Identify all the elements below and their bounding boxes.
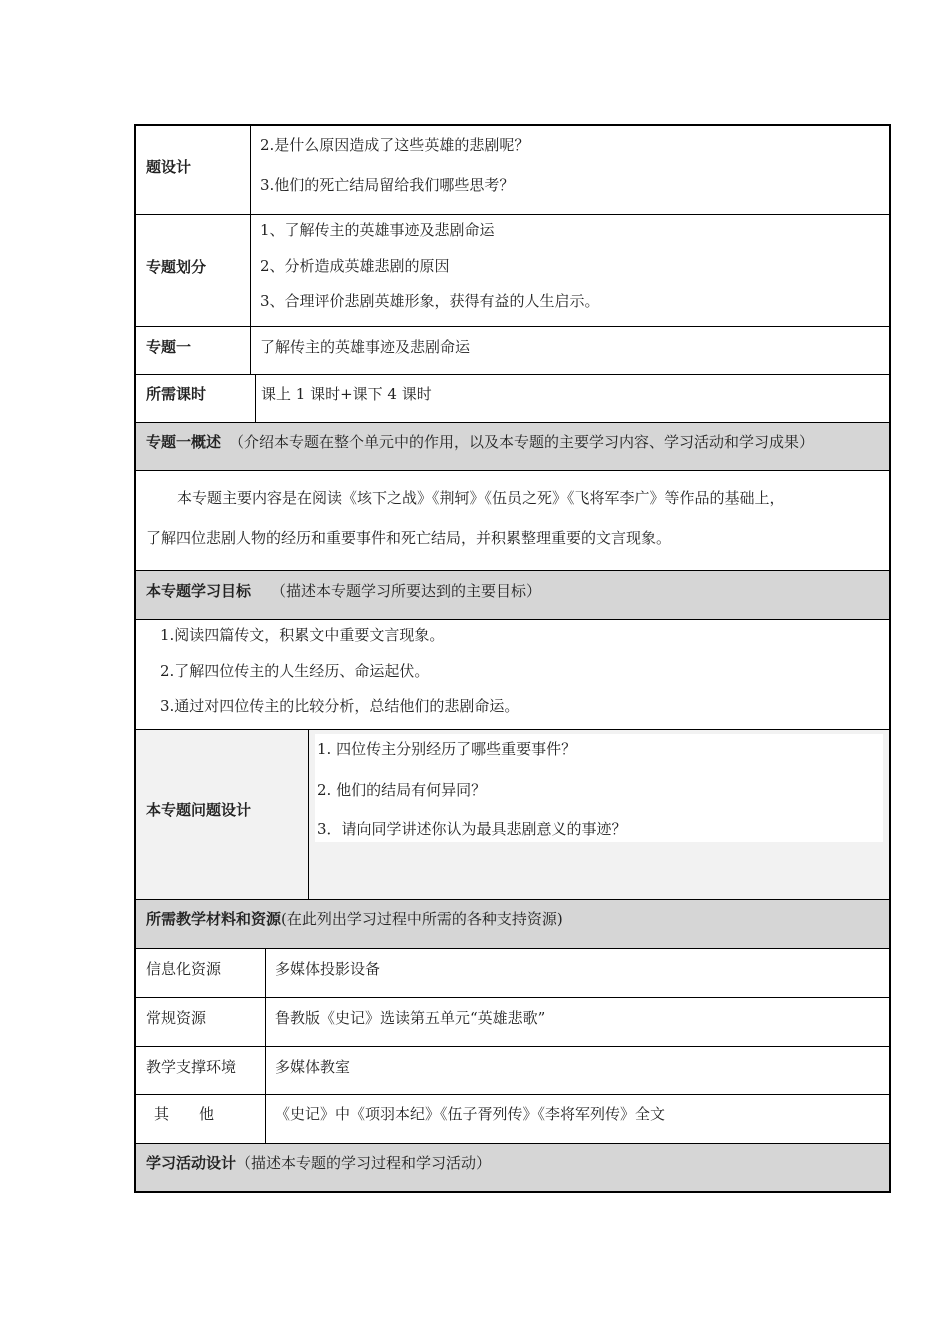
hours-value: 课上 1 课时+课下 4 课时 — [261, 385, 432, 403]
topic-division-row — [136, 215, 889, 327]
division-item: 1、了解传主的英雄事迹及悲剧命运 — [260, 221, 495, 239]
question-design-main-label: 本专题问题设计 — [146, 801, 252, 819]
resource-row — [136, 1095, 889, 1144]
goals-label: 本专题学习目标 — [146, 582, 252, 600]
question-design-label: 题设计 — [146, 158, 192, 176]
activities-note: （描述本专题的学习过程和学习活动） — [236, 1154, 492, 1172]
materials-header-row — [136, 900, 889, 949]
hours-label: 所需课时 — [146, 385, 207, 403]
resource-row — [136, 1047, 889, 1095]
overview-line: 了解四位悲剧人物的经历和重要事件和死亡结局，并积累整理重要的文言现象。 — [146, 529, 672, 547]
resource-value: 多媒体教室 — [275, 1058, 351, 1076]
hours-row — [136, 375, 889, 423]
resource-label: 教学支撑环境 — [146, 1058, 237, 1076]
overview-body-row — [136, 471, 889, 571]
question-design-main-row — [136, 730, 889, 900]
overview-header-row — [136, 423, 889, 471]
topic-one-row — [136, 327, 889, 375]
overview-note: （介绍本专题在整个单元中的作用，以及本专题的主要学习内容、学习活动和学习成果） — [229, 433, 815, 451]
resource-value: 《史记》中《项羽本纪》《伍子胥列传》《李将军列传》全文 — [275, 1105, 666, 1123]
question-design-item: 3．请向同学讲述你认为最具悲剧意义的事迹？ — [317, 820, 627, 838]
lesson-plan-table — [134, 124, 891, 1193]
question-design-item: 1. 四位传主分别经历了哪些重要事件？ — [317, 740, 577, 758]
question-item: 3.他们的死亡结局留给我们哪些思考？ — [260, 176, 515, 194]
division-item: 2、分析造成英雄悲剧的原因 — [260, 257, 450, 275]
topic-one-value: 了解传主的英雄事迹及悲剧命运 — [260, 338, 471, 356]
resource-value: 鲁教版《史记》选读第五单元“英雄悲歌” — [275, 1009, 546, 1027]
activities-label: 学习活动设计 — [146, 1154, 237, 1172]
resource-label: 常规资源 — [146, 1009, 207, 1027]
goal-item: 2.了解四位传主的人生经历、命运起伏。 — [160, 662, 430, 680]
goals-header-row — [136, 571, 889, 620]
goals-note: （描述本专题学习所要达到的主要目标） — [271, 582, 542, 600]
overview-line: 本专题主要内容是在阅读《垓下之战》《荆轲》《伍员之死》《飞将军李广》等作品的基础上， — [177, 489, 785, 507]
question-design-item: 2. 他们的结局有何异同？ — [317, 781, 487, 799]
topic-division-label: 专题划分 — [146, 258, 207, 276]
goals-body-row — [136, 620, 889, 730]
materials-note: (在此列出学习过程中所需的各种支持资源) — [281, 910, 563, 928]
resource-label: 信息化资源 — [146, 960, 222, 978]
goal-item: 1.阅读四篇传文，积累文中重要文言现象。 — [160, 626, 445, 644]
resource-label: 其 他 — [154, 1105, 215, 1123]
question-design-row — [136, 126, 889, 215]
materials-label: 所需教学材料和资源 — [146, 910, 282, 928]
overview-label: 专题一概述 — [146, 433, 222, 451]
question-item: 2.是什么原因造成了这些英雄的悲剧呢？ — [260, 136, 530, 154]
topic-one-label: 专题一 — [146, 338, 192, 356]
resource-row — [136, 949, 889, 998]
resource-row — [136, 998, 889, 1047]
goal-item: 3.通过对四位传主的比较分析，总结他们的悲剧命运。 — [160, 697, 520, 715]
activities-header-row — [136, 1144, 889, 1191]
resource-value: 多媒体投影设备 — [275, 960, 381, 978]
division-item: 3、合理评价悲剧英雄形象，获得有益的人生启示。 — [260, 292, 600, 310]
